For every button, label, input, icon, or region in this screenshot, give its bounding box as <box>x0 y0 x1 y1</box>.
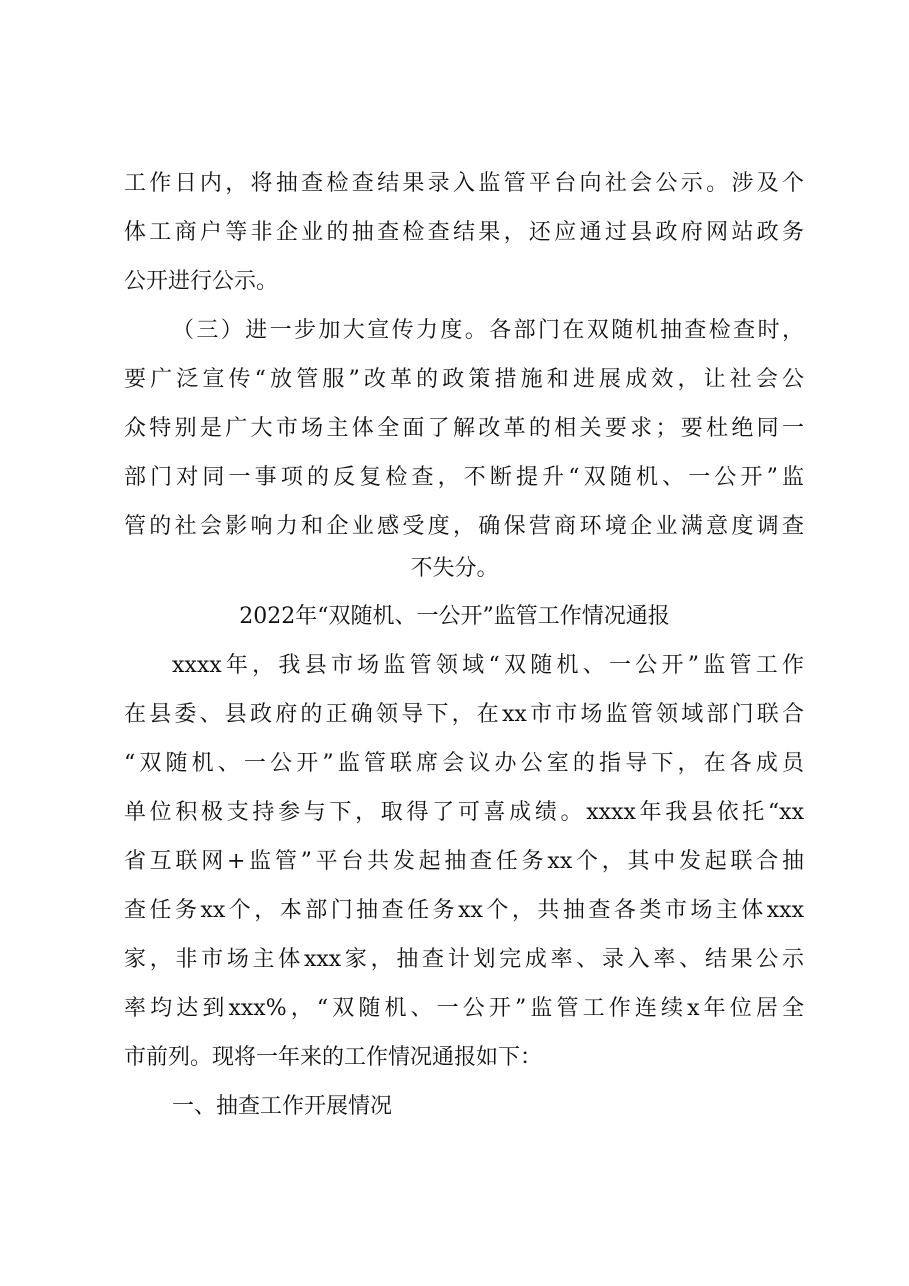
paragraph-line: 查任务xx个，本部门抽查任务xx个，共抽查各类市场主体xxx <box>124 898 804 923</box>
paragraph-line: 部门对同一事项的反复检查，不断提升“双随机、一公开”监 <box>124 465 804 490</box>
section-heading: 一、抽查工作开展情况 <box>172 1094 393 1119</box>
paragraph-line: 要广泛宣传“放管服”改革的政策措施和进展成效，让社会公 <box>124 367 804 392</box>
paragraph-line: （三）进一步加大宣传力度。各部门在双随机抽查检查时， <box>172 318 804 343</box>
paragraph-line: 单位积极支持参与下，取得了可喜成绩。xxxx年我县依托“xx <box>124 800 804 825</box>
paragraph-line: 体工商户等非企业的抽查检查结果，还应通过县政府网站政务 <box>124 220 804 245</box>
paragraph-line: 公开进行公示。 <box>124 269 279 294</box>
paragraph-line: 率均达到xxx%，“双随机、一公开”监管工作连续x年位居全 <box>124 996 804 1021</box>
paragraph-line: 众特别是广大市场主体全面了解改革的相关要求；要杜绝同一 <box>124 416 804 441</box>
paragraph-line: xxxx年，我县市场监管领域“双随机、一公开”监管工作 <box>172 653 804 678</box>
paragraph-line: 不失分。 <box>410 556 499 581</box>
document-title: 2022年“双随机、一公开”监管工作情况通报 <box>239 604 670 629</box>
paragraph-line: 管的社会影响力和企业感受度，确保营商环境企业满意度调查 <box>124 514 804 539</box>
paragraph-line: 工作日内，将抽查检查结果录入监管平台向社会公示。涉及个 <box>124 171 804 196</box>
paragraph-line: 市前列。现将一年来的工作情况通报如下： <box>124 1045 543 1070</box>
paragraph-line: 在县委、县政府的正确领导下，在xx市市场监管领域部门联合 <box>124 702 804 727</box>
paragraph-line: “双随机、一公开”监管联席会议办公室的指导下，在各成员 <box>124 751 804 776</box>
paragraph-line: 家，非市场主体xxx家，抽查计划完成率、录入率、结果公示 <box>124 947 804 972</box>
paragraph-line: 省互联网+监管”平台共发起抽查任务xx个，其中发起联合抽 <box>124 849 804 874</box>
